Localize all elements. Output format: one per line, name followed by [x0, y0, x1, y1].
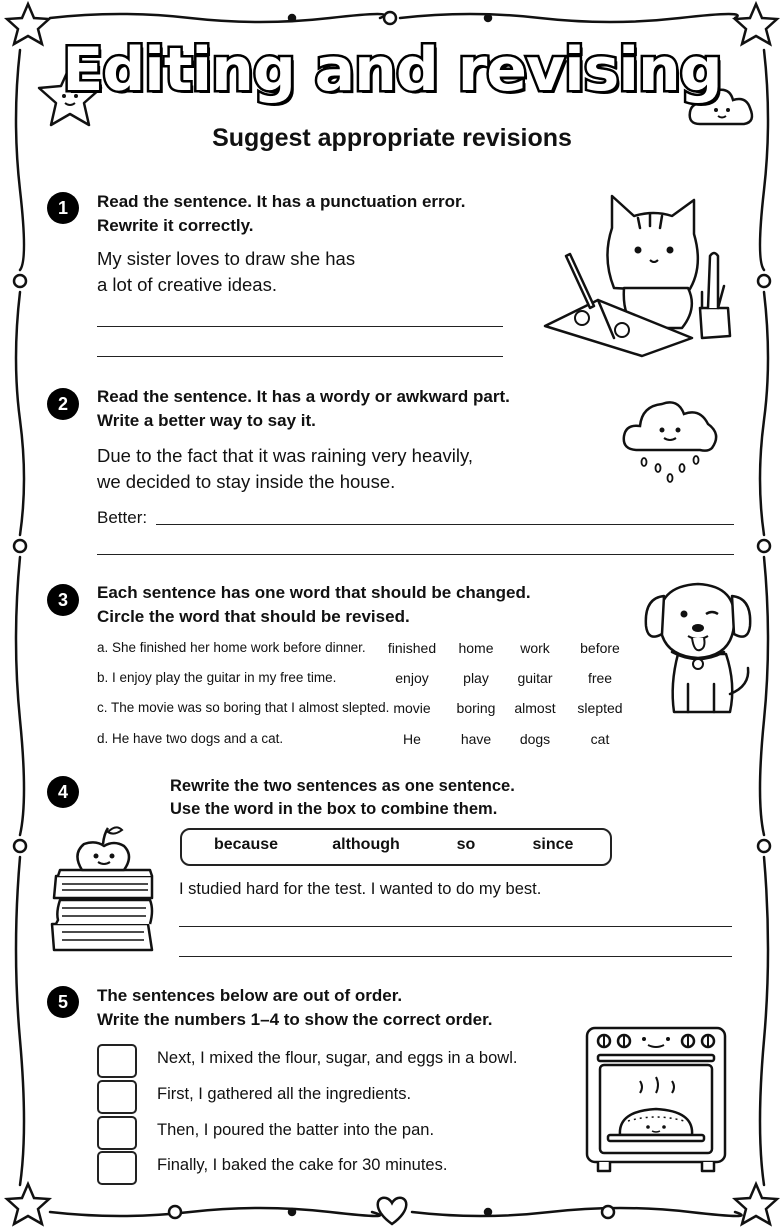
q1-answer-line[interactable]: [97, 356, 503, 357]
q5-instruction-line1: The sentences below are out of order.: [97, 986, 403, 1005]
q3-sentence-d: d. He have two dogs and a cat.: [97, 731, 284, 746]
q3-option[interactable]: free: [587, 670, 613, 686]
q2-answer-line[interactable]: [97, 554, 734, 555]
puppy-icon: [640, 574, 756, 720]
question-number-5: 5: [47, 986, 79, 1018]
order-box[interactable]: [97, 1080, 137, 1114]
q1-answer-line[interactable]: [97, 326, 503, 327]
word-box-option[interactable]: so: [456, 836, 476, 853]
question-number-1: 1: [47, 192, 79, 224]
page-title: Editing and revising: [62, 35, 722, 105]
q1-sentence-line2: a lot of creative ideas.: [97, 274, 277, 295]
q3-option[interactable]: before: [580, 640, 620, 656]
q3-option[interactable]: play: [463, 670, 489, 686]
q3-option[interactable]: boring: [456, 700, 496, 716]
q3-option[interactable]: home: [458, 640, 494, 656]
q4-sentence: I studied hard for the test. I wanted to do my best.: [179, 880, 542, 898]
order-box[interactable]: [97, 1116, 137, 1150]
order-box[interactable]: [97, 1044, 137, 1078]
q3-option[interactable]: slepted: [577, 700, 623, 716]
q3-sentence-b: b. I enjoy play the guitar in my free time.: [97, 670, 337, 685]
q4-instruction-line1: Rewrite the two sentences as one sentence.: [170, 777, 515, 795]
q5-instruction-line2: Write the numbers 1–4 to show the correct order.: [97, 1010, 493, 1029]
q2-instruction-line1: Read the sentence. It has a wordy or awkward part.: [97, 387, 510, 406]
q3-option[interactable]: finished: [387, 640, 437, 656]
q4-answer-line[interactable]: [179, 926, 732, 927]
q3-instruction-line2: Circle the word that should be revised.: [97, 607, 410, 626]
q2-better-label: Better:: [97, 508, 148, 527]
q3-option[interactable]: dogs: [519, 731, 551, 747]
q3-option[interactable]: He: [403, 731, 421, 747]
books-apple-icon: [48, 820, 158, 960]
order-sentence: Then, I poured the batter into the pan.: [157, 1121, 435, 1139]
q3-option[interactable]: enjoy: [395, 670, 429, 686]
q1-instruction-line1: Read the sentence. It has a punctuation error.: [97, 192, 466, 211]
q3-option[interactable]: work: [520, 640, 550, 656]
cat-drawing-icon: [542, 188, 742, 358]
q4-answer-line[interactable]: [179, 956, 732, 957]
q2-answer-line[interactable]: [156, 524, 734, 525]
page-subtitle: Suggest appropriate revisions: [212, 124, 572, 152]
word-box-option[interactable]: because: [213, 836, 279, 853]
question-number-2: 2: [47, 388, 79, 420]
q3-sentence-c: c. The movie was so boring that I almost slepted.: [97, 700, 390, 715]
question-number-4: 4: [47, 776, 79, 808]
q3-option[interactable]: cat: [590, 731, 610, 747]
word-box-option[interactable]: since: [532, 836, 574, 853]
order-sentence: Next, I mixed the flour, sugar, and eggs in a bowl.: [157, 1049, 518, 1067]
q3-option[interactable]: movie: [393, 700, 431, 716]
q4-instruction-line2: Use the word in the box to combine them.: [170, 800, 498, 818]
question-number-3: 3: [47, 584, 79, 616]
word-box-option[interactable]: although: [332, 836, 400, 853]
q1-instruction-line2: Rewrite it correctly.: [97, 216, 254, 235]
q2-sentence-line2: we decided to stay inside the house.: [97, 471, 396, 492]
q2-instruction-line2: Write a better way to say it.: [97, 411, 316, 430]
oven-icon: [584, 1025, 728, 1173]
q3-sentence-a: a. She finished her home work before dinner.: [97, 640, 366, 655]
rain-cloud-icon: [620, 392, 722, 488]
q1-sentence-line1: My sister loves to draw she has: [97, 248, 356, 269]
q3-option[interactable]: guitar: [517, 670, 553, 686]
q3-option[interactable]: have: [460, 731, 492, 747]
order-box[interactable]: [97, 1151, 137, 1185]
q2-sentence-line1: Due to the fact that it was raining very heavily,: [97, 445, 474, 466]
q3-instruction-line1: Each sentence has one word that should be changed.: [97, 583, 531, 602]
order-sentence: First, I gathered all the ingredients.: [157, 1085, 412, 1103]
order-sentence: Finally, I baked the cake for 30 minutes.: [157, 1156, 448, 1174]
q3-option[interactable]: almost: [514, 700, 556, 716]
